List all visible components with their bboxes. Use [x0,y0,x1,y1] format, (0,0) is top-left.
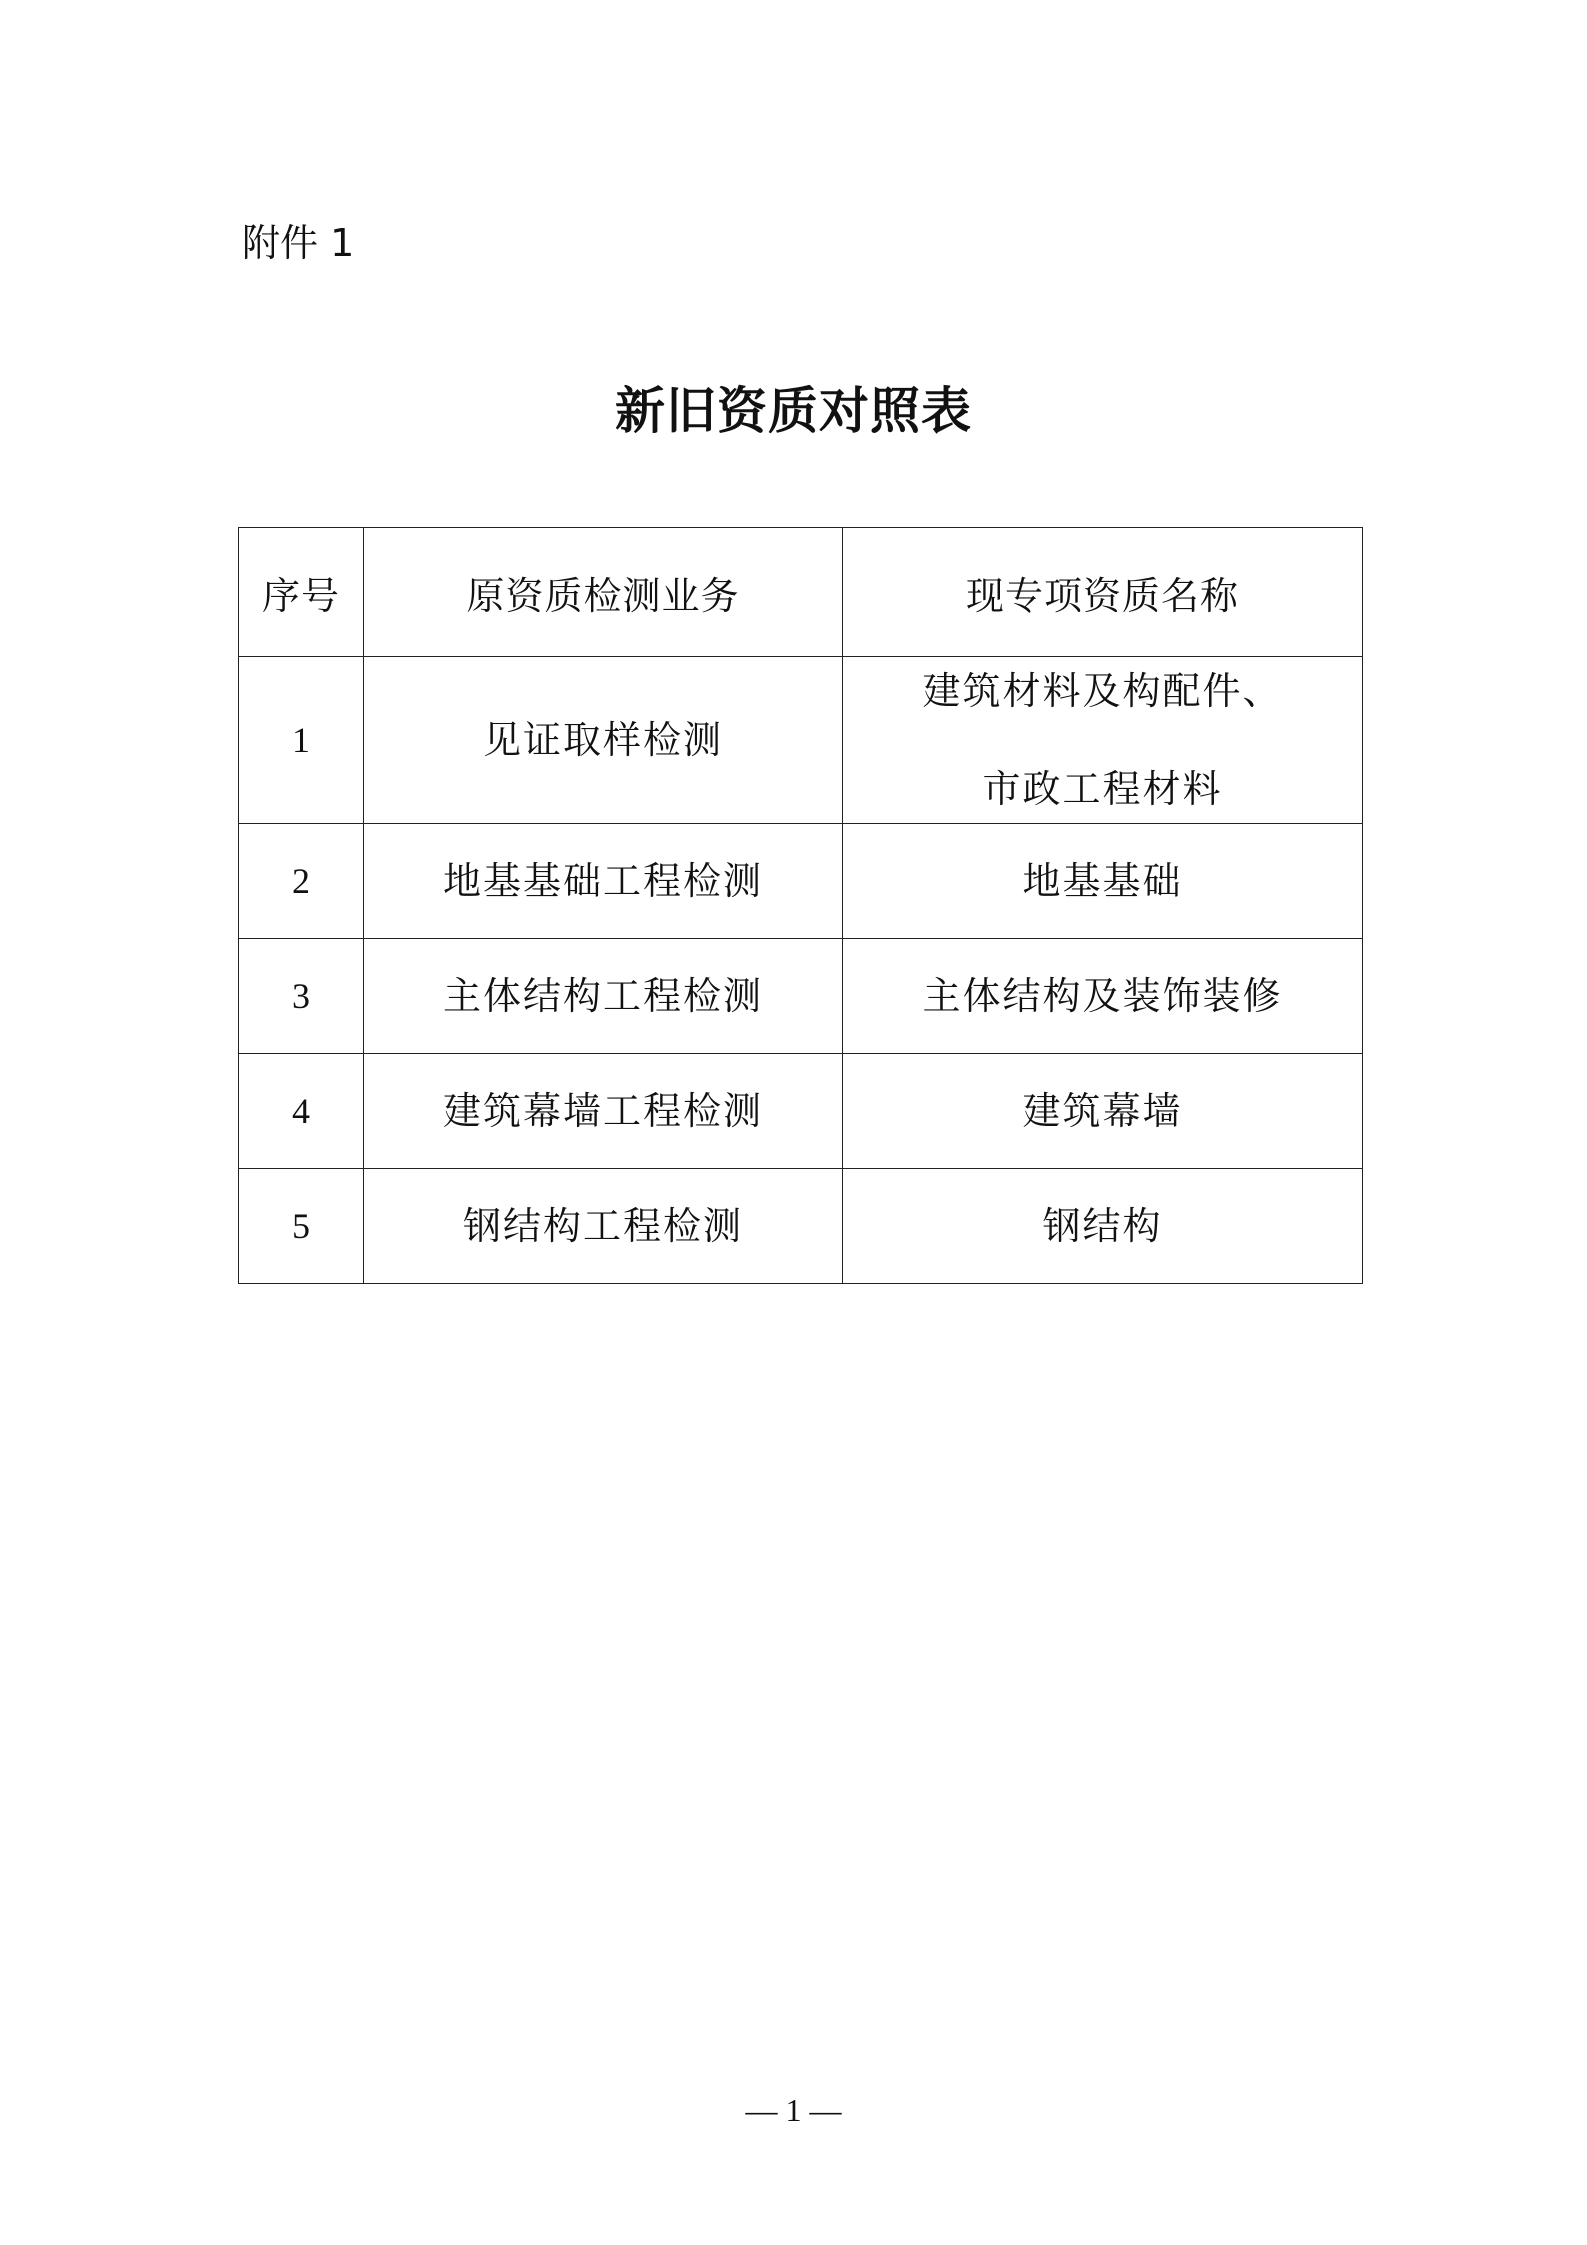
table-row [239,1169,1363,1284]
cell-original-business: 钢结构工程检测 [364,1169,843,1284]
table-row [239,1054,1363,1169]
cell-current-qualification: 钢结构 [843,1169,1363,1284]
cell-serial-number: 4 [239,1054,364,1169]
cell-serial-number: 1 [239,657,364,824]
table-row [239,824,1363,939]
attachment-label: 附件 1 [242,221,355,265]
cell-serial-number: 3 [239,939,364,1054]
cell-serial-number: 2 [239,824,364,939]
cell-current-qualification: 地基基础 [843,824,1363,939]
header-current-qualification: 现专项资质名称 [843,528,1363,657]
cell-current-qualification-line: 建筑材料及构配件、 [922,669,1283,713]
header-original-business: 原资质检测业务 [364,528,843,657]
cell-current-qualification: 建筑幕墙 [843,1054,1363,1169]
header-serial-number: 序号 [239,528,364,657]
table-row [239,939,1363,1054]
page-number: — 1 — [745,2092,842,2128]
cell-original-business: 主体结构工程检测 [364,939,843,1054]
cell-original-business: 地基基础工程检测 [364,824,843,939]
qualification-comparison-table [238,527,1363,1284]
cell-current-qualification-line: 市政工程材料 [982,767,1223,811]
cell-original-business: 见证取样检测 [364,657,843,824]
cell-current-qualification [843,657,1363,824]
document-title: 新旧资质对照表 [615,381,972,440]
table-header-row [239,528,1363,657]
cell-serial-number: 5 [239,1169,364,1284]
cell-current-qualification: 主体结构及装饰装修 [843,939,1363,1054]
table-row [239,657,1363,824]
cell-original-business: 建筑幕墙工程检测 [364,1054,843,1169]
